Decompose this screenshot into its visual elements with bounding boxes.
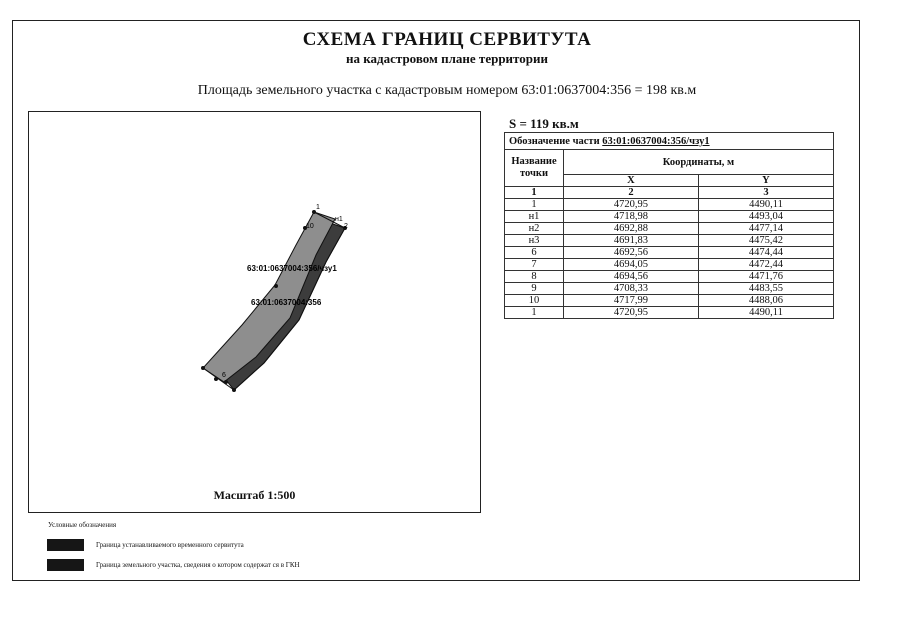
parcel-label: 63:01:0637004:356 [251, 298, 322, 307]
y-cell: 4472,44 [698, 259, 833, 271]
point-label: 6 [222, 372, 226, 379]
y-cell: 4493,04 [698, 211, 833, 223]
point-name-header: Название точки [505, 150, 564, 187]
map-scale: Масштаб 1:500 [213, 488, 296, 502]
col-num: 3 [698, 187, 833, 199]
legend-title: Условные обозначения [48, 521, 117, 529]
table-row [505, 295, 834, 307]
vertex-marker [201, 366, 205, 370]
point-cell: 6 [505, 247, 564, 259]
servitude-area: S = 119 кв.м [509, 116, 579, 131]
point-cell: н1 [505, 211, 564, 223]
y-cell: 4471,76 [698, 271, 833, 283]
point-label: 10 [306, 223, 314, 230]
col-num: 1 [505, 187, 564, 199]
y-cell: 4483,55 [698, 283, 833, 295]
x-cell: 4717,99 [564, 295, 699, 307]
legend-swatch [47, 539, 84, 551]
point-label: н1 [335, 216, 343, 223]
table-row [505, 259, 834, 271]
legend-text: Граница земельного участка, сведения о котором содержат ся в ГКН [96, 561, 300, 569]
table-header-row [505, 150, 834, 175]
point-cell: 10 [505, 295, 564, 307]
x-cell: 4718,98 [564, 211, 699, 223]
x-cell: 4692,56 [564, 247, 699, 259]
x-cell: 4691,83 [564, 235, 699, 247]
point-label: 1 [316, 204, 320, 211]
designation-prefix: Обозначение части [509, 135, 603, 147]
table-row [505, 211, 834, 223]
table-num-row [505, 187, 834, 199]
point-cell: 7 [505, 259, 564, 271]
table-row [505, 199, 834, 211]
table-row [505, 283, 834, 295]
point-cell: 1 [505, 307, 564, 319]
table-row [505, 307, 834, 319]
table-row [505, 271, 834, 283]
x-cell: 4694,56 [564, 271, 699, 283]
designation-code: 63:01:0637004:356/чзу1 [602, 135, 710, 147]
col-num: 2 [564, 187, 699, 199]
point-cell: 8 [505, 271, 564, 283]
point-label: 2 [344, 223, 348, 230]
vertex-marker [274, 284, 278, 288]
table-designation-row [505, 133, 834, 150]
y-cell: 4490,11 [698, 307, 833, 319]
legend-text: Граница устанавливаемого временного сервитута [96, 541, 244, 549]
document-subtitle: на кадастровом плане территории [346, 51, 548, 66]
vertex-marker [214, 377, 218, 381]
point-cell: 9 [505, 283, 564, 295]
x-cell: 4692,88 [564, 223, 699, 235]
servitude-label: 63:01:0637004:356/чзу1 [247, 264, 337, 273]
y-header: Y [698, 175, 833, 187]
y-cell: 4490,11 [698, 199, 833, 211]
table-row [505, 223, 834, 235]
x-cell: 4708,33 [564, 283, 699, 295]
x-header: X [564, 175, 699, 187]
designation-cell [505, 133, 834, 150]
parcel-area-line: Площадь земельного участка с кадастровым номером 63:01:0637004:356 = 198 кв.м [197, 83, 697, 98]
table-row [505, 235, 834, 247]
x-cell: 4694,05 [564, 259, 699, 271]
y-cell: 4475,42 [698, 235, 833, 247]
legend-swatch [47, 559, 84, 571]
y-cell: 4474,44 [698, 247, 833, 259]
vertex-marker [224, 380, 228, 384]
y-cell: 4477,14 [698, 223, 833, 235]
coordinates-table [504, 132, 834, 319]
x-cell: 4720,95 [564, 307, 699, 319]
point-cell: н2 [505, 223, 564, 235]
y-cell: 4488,06 [698, 295, 833, 307]
x-cell: 4720,95 [564, 199, 699, 211]
document-title: СХЕМА ГРАНИЦ СЕРВИТУТА [302, 29, 592, 50]
coords-header: Координаты, м [564, 150, 834, 175]
table-row [505, 247, 834, 259]
point-cell: н3 [505, 235, 564, 247]
vertex-marker [232, 388, 236, 392]
point-cell: 1 [505, 199, 564, 211]
